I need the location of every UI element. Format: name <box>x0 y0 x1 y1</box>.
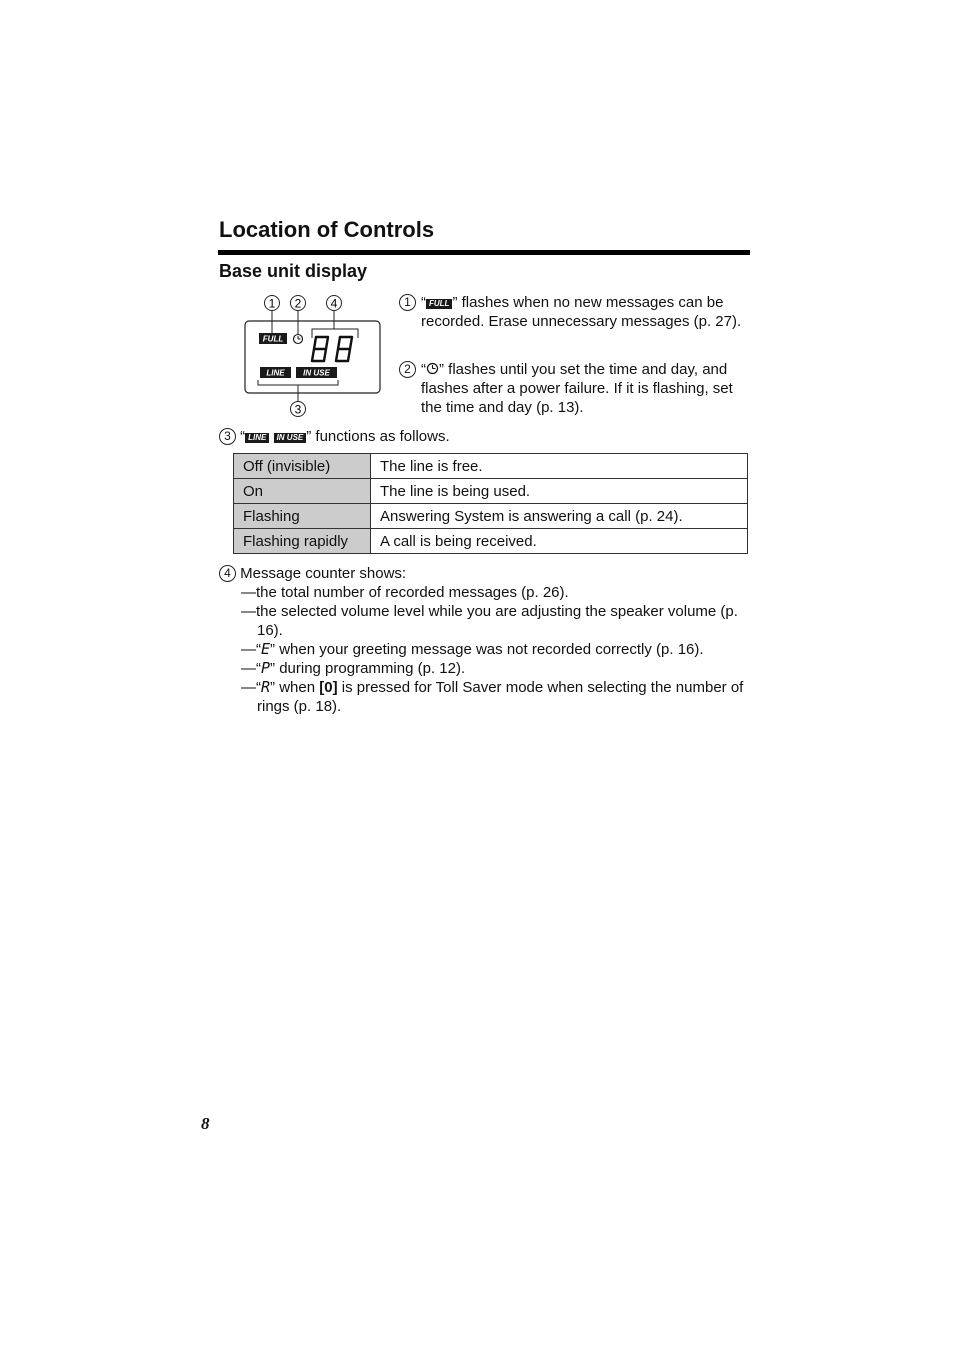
note-1-text: ” flashes when no new messages can be recorded. Erase unnecessary messages (p. 27). <box>421 294 742 330</box>
full-badge: FULL <box>262 334 284 344</box>
clock-icon <box>294 335 303 344</box>
in-use-badge: IN USE <box>303 368 330 378</box>
in-use-badge-inline: IN USE <box>274 433 307 443</box>
note-marker-3: 3 <box>219 428 236 445</box>
line-badge-inline: LINE <box>245 433 269 443</box>
table-cell-state: On <box>234 479 371 504</box>
callout-2-label: 2 <box>294 296 302 311</box>
display-diagram <box>236 290 386 420</box>
note-line-indicator <box>219 427 749 446</box>
open-quote: “ <box>421 294 426 311</box>
base-unit-display-figure <box>236 290 386 420</box>
page-title: Location of Controls <box>219 217 435 242</box>
table-row <box>234 529 748 554</box>
list-item: —the selected volume level while you are adjusting the speaker volume (p. 16). <box>241 603 738 639</box>
title-rule <box>218 250 750 255</box>
note-marker-2: 2 <box>399 361 416 378</box>
note-full-indicator <box>399 293 751 331</box>
clock-icon <box>426 362 439 375</box>
page-number: 8 <box>201 1114 210 1133</box>
note-clock-indicator <box>399 360 751 417</box>
segment-glyph-e: E <box>261 640 271 658</box>
callout-2 <box>291 296 306 311</box>
line-badge: LINE <box>266 368 285 378</box>
table-row <box>234 504 748 529</box>
table-cell-meaning: A call is being received. <box>371 529 748 554</box>
list-item: —“P” during programming (p. 12). <box>241 659 466 677</box>
open-quote: “ <box>421 361 426 378</box>
segment-glyph-p: P <box>261 659 271 677</box>
callout-1-label: 1 <box>268 296 276 311</box>
note-3-text: ” functions as follows. <box>306 428 450 445</box>
note-marker-1: 1 <box>399 294 416 311</box>
seven-segment-88 <box>312 337 352 361</box>
note-message-counter <box>219 564 749 716</box>
list-item: —“E” when your greeting message was not recorded correctly (p. 16). <box>241 640 704 658</box>
table-cell-state: Flashing rapidly <box>234 529 371 554</box>
callout-3 <box>291 402 306 417</box>
counter-heading: Message counter shows: <box>240 565 407 582</box>
key-zero: [0] <box>319 679 338 696</box>
note-2-text: ” flashes until you set the time and day, and flashes after a power failure. If it is flashing, set the time and day (p. 13). <box>421 361 733 416</box>
table-cell-meaning: The line is free. <box>371 454 748 479</box>
callout-4-label: 4 <box>330 296 338 311</box>
full-badge-inline: FULL <box>426 299 452 309</box>
list-item: —“R” when [0] is pressed for Toll Saver mode when selecting the number of rings (p. 18). <box>241 678 744 715</box>
table-row <box>234 454 748 479</box>
segment-glyph-r: R <box>261 678 271 696</box>
line-status-table <box>233 453 748 554</box>
callout-1 <box>265 296 280 311</box>
open-quote: “ <box>240 428 246 445</box>
callout-4 <box>327 296 342 311</box>
table-cell-meaning: The line is being used. <box>371 479 748 504</box>
list-item: —the total number of recorded messages (p. 26). <box>241 584 569 601</box>
table-cell-state: Flashing <box>234 504 371 529</box>
table-cell-meaning: Answering System is answering a call (p. 24). <box>371 504 748 529</box>
table-row <box>234 479 748 504</box>
table-cell-state: Off (invisible) <box>234 454 371 479</box>
note-marker-4: 4 <box>219 565 236 582</box>
callout-3-label: 3 <box>294 402 302 417</box>
section-title: Base unit display <box>219 261 368 281</box>
